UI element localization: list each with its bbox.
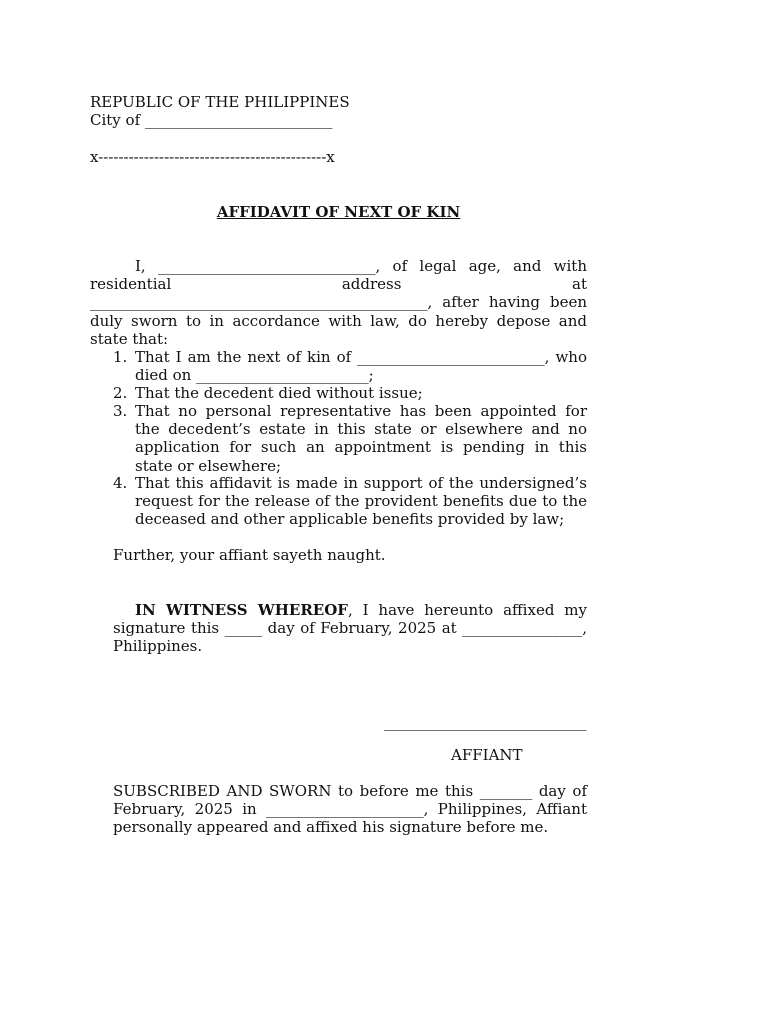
list-item-text: That the decedent died without issue; [135, 384, 423, 402]
list-item-number: 4. [113, 474, 128, 492]
list-item-text: That this affidavit is made in support of the undersigned’s request for the release of the provident benefits due to the deceased and other applicable benefits provided by law; [135, 474, 587, 529]
witness-paragraph [113, 601, 587, 656]
header-separator: x---------------------------------------------x [90, 148, 335, 166]
list-item-number: 2. [113, 384, 128, 402]
document-title: AFFIDAVIT OF NEXT OF KIN [216, 203, 461, 221]
header-city-line: City of _________________________ [90, 111, 333, 129]
jurat-paragraph: SUBSCRIBED AND SWORN to before me this _______ day of February, 2025 in _____________________, Philippines, Affiant personally appeared and affixed his signature before me. [113, 782, 587, 837]
intro-line-1: I, _____________________________, of legal age, and with [135, 257, 587, 275]
further-statement: Further, your affiant sayeth naught. [113, 546, 386, 564]
intro-line-3: _____________________________________________, after having been [90, 293, 587, 312]
intro-line-2 [90, 275, 587, 293]
list-item-text: That I am the next of kin of _________________________, who died on _______________________; [135, 348, 587, 385]
list-item-number: 3. [113, 402, 128, 420]
witness-bold-lead: IN WITNESS WHEREOF [135, 601, 348, 619]
list-item-number: 1. [113, 348, 128, 366]
intro-line-4: duly sworn to in accordance with law, do hereby depose and state that: [90, 311, 587, 348]
intro-paragraph [90, 257, 587, 348]
list-item [113, 402, 587, 475]
header-republic: REPUBLIC OF THE PHILIPPINES [90, 93, 350, 111]
intro-word-residential: residential [90, 275, 172, 294]
witness-text: , I have hereunto affixed my signature this _____ day of February, 2025 at ________________, Philippines. [113, 601, 587, 656]
intro-word-address: address [341, 275, 402, 294]
affiant-label: AFFIANT [451, 746, 523, 764]
intro-word-at: at [572, 275, 587, 294]
signature-line: ___________________________ [384, 713, 587, 731]
list-item-text: That no personal representative has been appointed for the decedent’s estate in this state or elsewhere and no application for such an appointment is pending in this state or elsewhere; [135, 402, 587, 475]
list-item [113, 474, 587, 529]
list-item [113, 348, 587, 384]
list-item [113, 384, 587, 402]
